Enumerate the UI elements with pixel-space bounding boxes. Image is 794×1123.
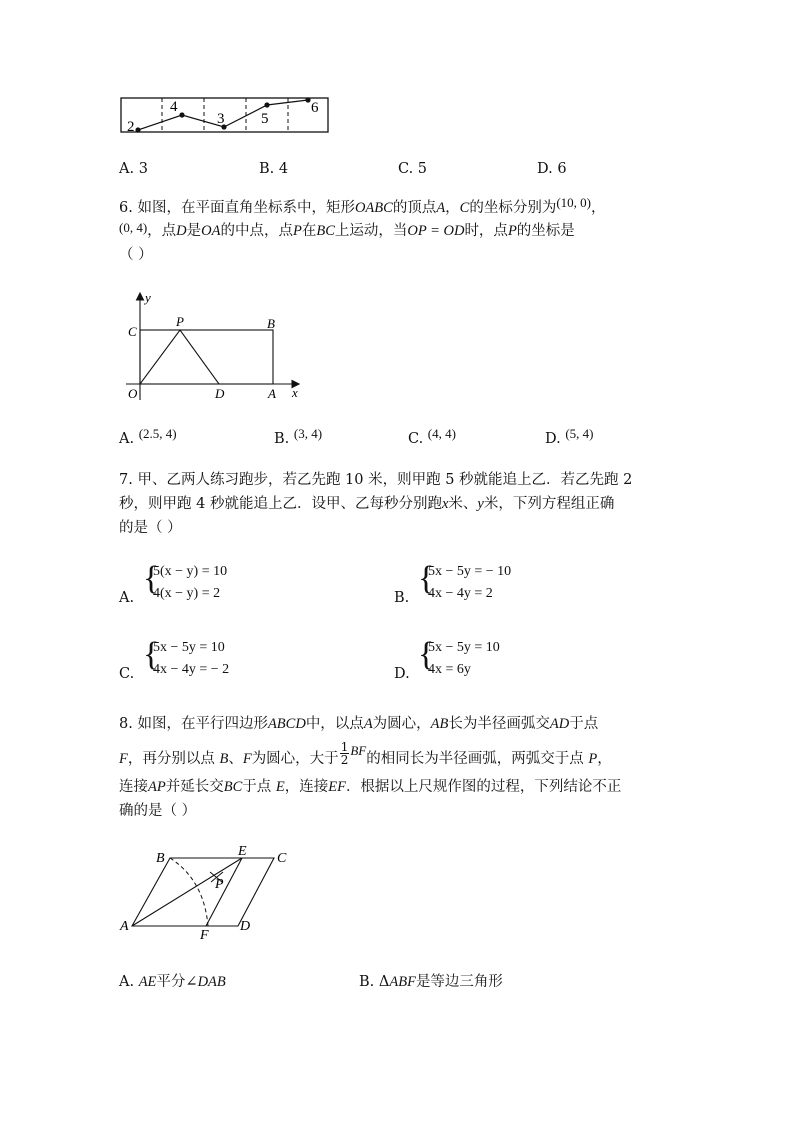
- q8-segment-ab: AB: [430, 716, 449, 732]
- q8-triangle-abf: ABF: [389, 974, 416, 990]
- q5-point-4: [264, 102, 269, 107]
- q8-text: 、: [228, 751, 243, 767]
- q5-option-a[interactable]: A. 3: [119, 161, 148, 177]
- q7-option-d[interactable]: [394, 636, 594, 686]
- q7-stem-line1: 7. 甲、乙两人练习跑步，若乙先跑 10 米，则甲跑 5 秒就能追上乙．若乙先跑 2: [119, 472, 633, 488]
- q7-eq2: 4x − 4y = 2: [428, 586, 493, 601]
- q7-option-letter: D.: [394, 666, 410, 682]
- q7-option-letter: A.: [119, 590, 135, 606]
- q7-brace: {: [143, 636, 160, 673]
- q8-text: ，连接: [284, 779, 329, 795]
- q5-point-1: [135, 127, 140, 132]
- q6-figure: [118, 288, 308, 406]
- q8-text: 为圆心，大于: [251, 751, 339, 767]
- q8-text: 连接: [119, 779, 148, 795]
- q8-segment-ap: AP: [148, 779, 166, 795]
- q6-point-p: P: [293, 223, 302, 239]
- q7-eq2: 4x − 4y = − 2: [153, 662, 230, 677]
- q7-option-b[interactable]: [394, 560, 594, 610]
- q6-fig-o: O: [128, 386, 138, 401]
- q6-option-letter: A.: [119, 431, 135, 447]
- q8-point-p: P: [588, 751, 598, 767]
- q6-option-letter: C.: [408, 431, 424, 447]
- q6-coord-a: (10, 0): [556, 195, 592, 210]
- q8-option-a[interactable]: [119, 970, 226, 991]
- q6-point-a: A: [436, 200, 446, 216]
- q8-option-text: 是等边三角形: [415, 974, 503, 990]
- q6-text: 是: [186, 223, 202, 239]
- q7-var-x: x: [441, 496, 449, 512]
- q8-text: 长为半径画弧交: [448, 716, 550, 732]
- q6-text: ，: [445, 200, 460, 216]
- q8-text: ．根据以上尺规作图的过程，下列结论不正: [345, 779, 622, 795]
- q6-option-value: (4, 4): [427, 426, 456, 441]
- q8-text: 于点: [569, 716, 599, 732]
- q6-text: 的坐标是: [516, 223, 575, 239]
- q8-fig-d: D: [240, 919, 251, 934]
- q6-option-b[interactable]: [274, 426, 323, 447]
- q5-num-4: 5: [261, 111, 269, 127]
- q5-figure: [118, 95, 333, 137]
- q7-option-letter: B.: [394, 590, 410, 606]
- q6-point-d: D: [176, 223, 187, 239]
- q6-answer-paren: （ ）: [119, 247, 153, 263]
- q7-brace: {: [143, 560, 160, 597]
- q8-point-a: A: [363, 716, 373, 732]
- q8-fig-p: P: [215, 877, 224, 892]
- q8-segment-bc: BC: [223, 779, 243, 795]
- q7-brace: {: [418, 560, 435, 597]
- q6-segment-oa: OA: [201, 223, 221, 239]
- q6-option-c[interactable]: [408, 426, 456, 447]
- q8-figure: [118, 842, 298, 942]
- q8-option-text: 平分∠: [156, 974, 198, 990]
- q6-fig-d: D: [215, 386, 225, 401]
- q8-point-b: B: [219, 751, 229, 767]
- q8-option-b[interactable]: [359, 970, 503, 991]
- q7-eq1: 5x − 5y = 10: [428, 640, 500, 655]
- q8-segment-ad: AD: [549, 716, 570, 732]
- q6-point-p: P: [507, 223, 517, 239]
- q6-option-value: (5, 4): [565, 426, 594, 441]
- q8-text: 于点: [242, 779, 276, 795]
- q6-fig-y: y: [145, 290, 151, 305]
- q8-frac-num: 1: [340, 739, 349, 754]
- q6-text: 在: [301, 223, 317, 239]
- q6-segment-bc: BC: [316, 223, 335, 239]
- q8-text: 8. 如图，在平行四边形: [119, 716, 268, 732]
- q8-point-f: F: [242, 751, 252, 767]
- q7-text: 米、: [448, 496, 478, 512]
- q8-fig-e: E: [238, 844, 247, 859]
- q7-option-a[interactable]: [119, 560, 319, 610]
- q8-segment-bf: BF: [350, 743, 367, 758]
- q7-text: 秒，则甲跑 4 秒就能追上乙．设甲、乙每秒分别跑: [119, 496, 442, 512]
- q8-stem-line1: [119, 710, 598, 738]
- q5-num-3: 3: [217, 111, 225, 127]
- q7-eq1: 5x − 5y = − 10: [428, 564, 512, 579]
- q8-angle-dab: DAB: [197, 974, 226, 990]
- q8-point-e: E: [275, 779, 285, 795]
- q7-stem-line2: [119, 490, 614, 518]
- q8-text: ，再分别以点: [127, 751, 220, 767]
- q6-option-letter: D.: [545, 431, 561, 447]
- q7-eq1: 5(x − y) = 10: [153, 564, 228, 579]
- q6-text: 6. 如图，在平面直角坐标系中，矩形: [119, 200, 355, 216]
- q6-fig-a: A: [268, 386, 276, 401]
- q6-text: 的坐标分别为: [469, 200, 557, 216]
- q5-num-2: 4: [170, 99, 178, 115]
- q6-coord-c: (0, 4): [119, 220, 148, 235]
- q8-text: 中，以点: [305, 716, 364, 732]
- q5-option-b[interactable]: B. 4: [259, 161, 289, 177]
- q8-fig-b: B: [156, 851, 165, 866]
- q5-point-2: [179, 112, 184, 117]
- q8-option-letter: A.: [119, 974, 135, 990]
- q5-option-d[interactable]: D. 6: [537, 161, 567, 177]
- q6-text: 上运动，当: [334, 223, 408, 239]
- q8-text: 为圆心，: [372, 716, 431, 732]
- q8-triangle-symbol: Δ: [378, 974, 390, 990]
- q6-condition: OP = OD: [407, 223, 465, 239]
- q7-var-y: y: [477, 496, 484, 512]
- q6-point-c: C: [459, 200, 470, 216]
- q6-rect-name: OABC: [354, 200, 393, 216]
- q6-option-a[interactable]: [119, 426, 177, 447]
- q6-stem-line2: [119, 217, 575, 245]
- q8-stem-line2: [119, 739, 612, 773]
- q6-text: 的顶点: [392, 200, 437, 216]
- q8-stem-line4: 确的是（ ）: [119, 803, 197, 819]
- q7-text: 米，下列方程组正确: [483, 496, 615, 512]
- q8-text: ，: [597, 751, 612, 767]
- q7-eq2: 4x = 6y: [428, 662, 471, 677]
- q6-option-d[interactable]: [545, 426, 594, 447]
- q6-fig-c: C: [128, 324, 137, 339]
- q6-text: 时，点: [464, 223, 508, 239]
- q7-option-letter: C.: [119, 666, 135, 682]
- q5-num-5: 6: [311, 100, 319, 116]
- q8-text: 的相同长为半径画弧，两弧交于点: [366, 751, 589, 767]
- q5-num-1: 2: [127, 119, 135, 135]
- q6-fig-b: B: [267, 316, 275, 331]
- q6-option-value: (2.5, 4): [138, 426, 177, 441]
- q5-option-c[interactable]: C. 5: [398, 161, 428, 177]
- q6-text: ，点: [147, 223, 177, 239]
- q8-text: 并延长交: [165, 779, 224, 795]
- q8-parallelogram-name: ABCD: [267, 716, 306, 732]
- q8-fig-f: F: [200, 928, 209, 942]
- q8-option-letter: B.: [359, 974, 375, 990]
- q8-fraction: [340, 741, 350, 766]
- q8-fig-c: C: [277, 851, 287, 866]
- q8-frac-den: 2: [340, 752, 349, 767]
- q8-fig-a: A: [120, 919, 129, 934]
- q7-stem-line3: 的是（ ）: [119, 520, 182, 536]
- q8-segment-ef: EF: [328, 779, 346, 795]
- q6-text: 的中点，点: [220, 223, 293, 239]
- q5-point-5: [305, 97, 310, 102]
- q7-eq1: 5x − 5y = 10: [153, 640, 225, 655]
- q7-eq2: 4(x − y) = 2: [153, 586, 221, 601]
- q7-option-c[interactable]: [119, 636, 319, 686]
- q8-segment-ae: AE: [138, 974, 157, 990]
- q6-fig-p: P: [176, 314, 184, 329]
- q7-brace: {: [418, 636, 435, 673]
- q8-point-f: F: [119, 751, 128, 767]
- q6-text: ，: [591, 200, 606, 216]
- q6-option-value: (3, 4): [293, 426, 323, 441]
- q6-fig-x: x: [292, 385, 298, 400]
- q6-option-letter: B.: [274, 431, 290, 447]
